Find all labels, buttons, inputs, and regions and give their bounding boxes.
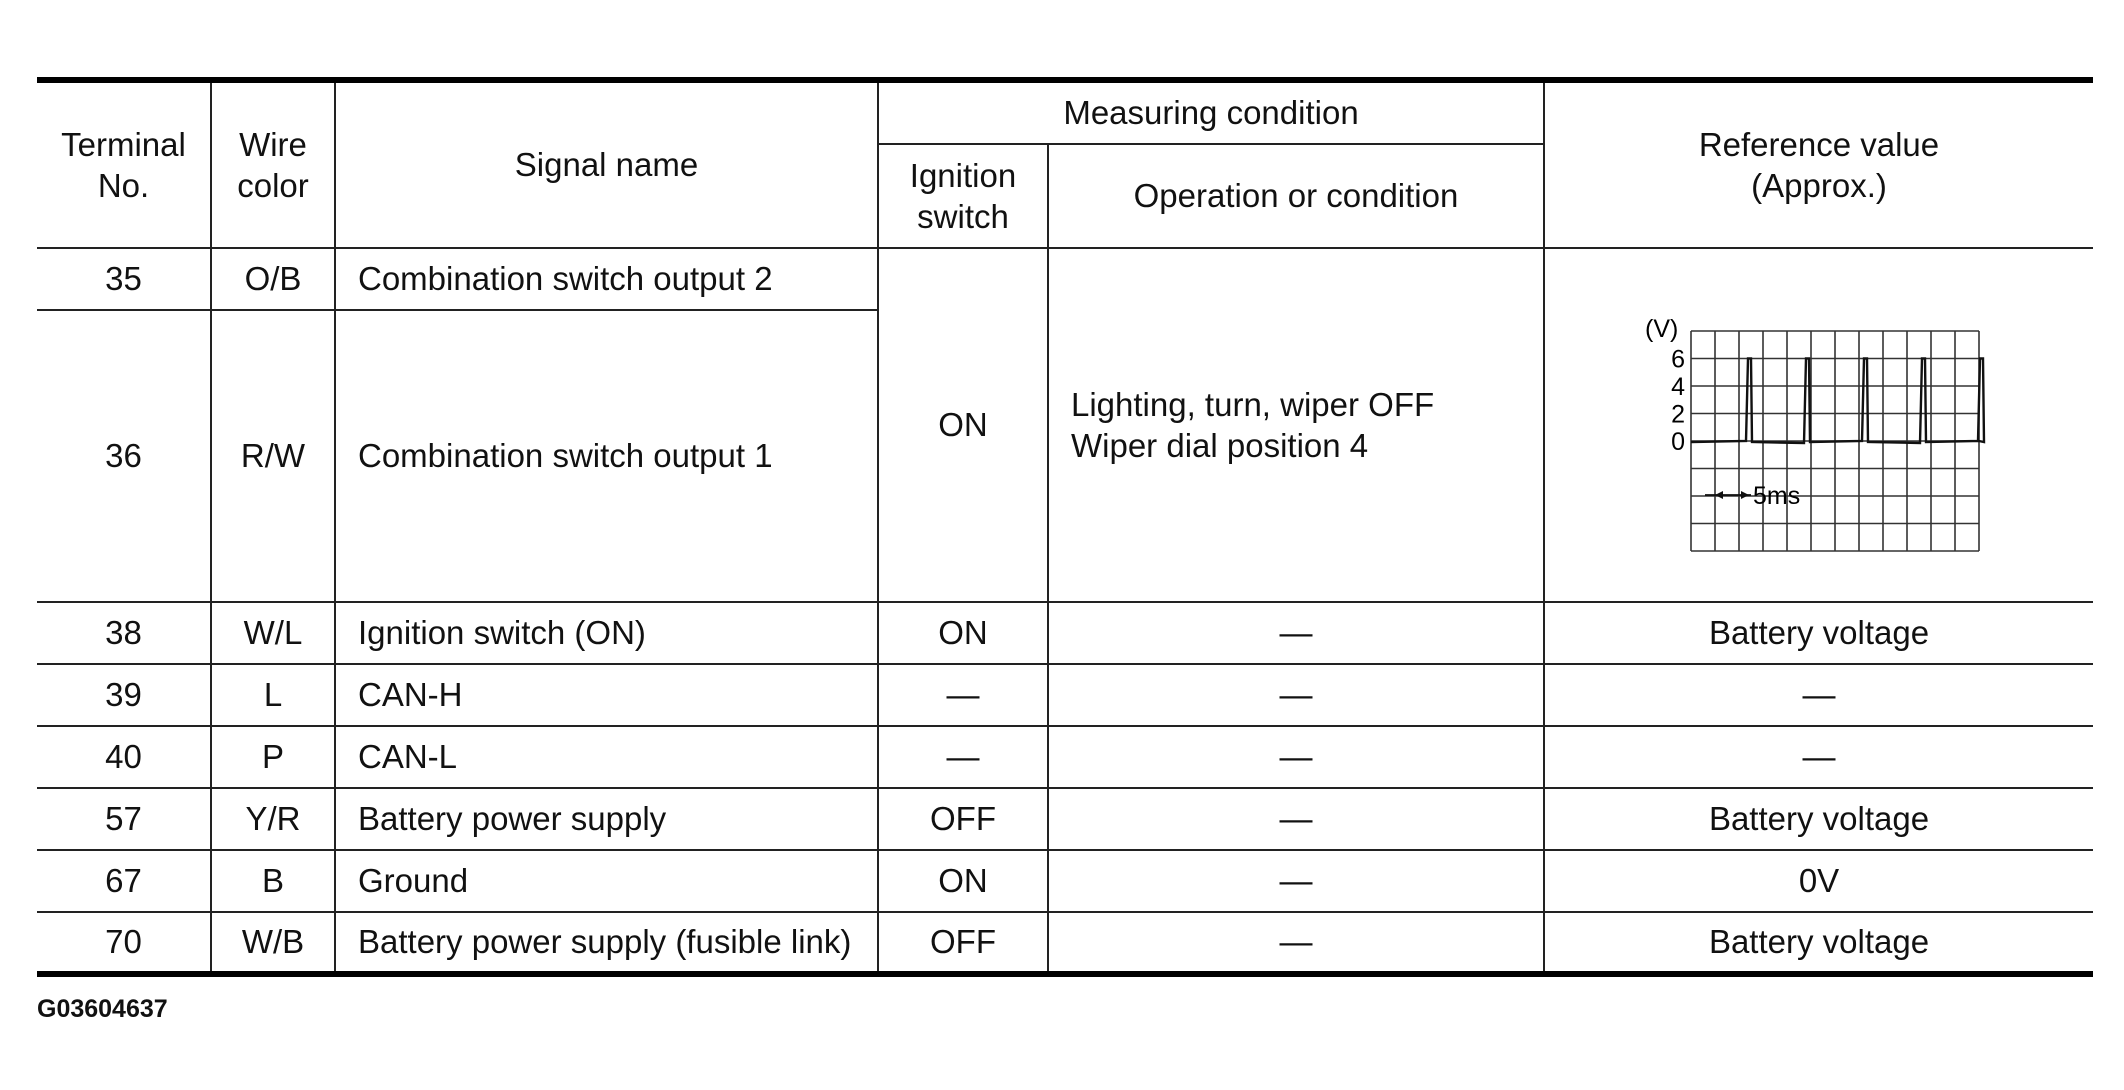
- y-tick-label: 2: [1671, 400, 1685, 429]
- terminal-cell: 39: [37, 664, 211, 726]
- reference-cell: Battery voltage: [1544, 788, 2093, 850]
- table-row: [37, 850, 2093, 912]
- reference-cell: —: [1544, 726, 2093, 788]
- reference-cell: Battery voltage: [1544, 602, 2093, 664]
- wire-color-cell: P: [211, 726, 335, 788]
- signal-name-cell: Battery power supply: [335, 788, 878, 850]
- header-measuring-condition: Measuring condition: [878, 80, 1544, 144]
- table-row: [37, 602, 2093, 664]
- ignition-cell: ON: [878, 602, 1048, 664]
- table-row: [37, 788, 2093, 850]
- ignition-cell: ON: [878, 248, 1048, 602]
- header-wire-color: Wire color: [211, 80, 335, 248]
- condition-cell: —: [1048, 664, 1544, 726]
- wire-color-cell: B: [211, 850, 335, 912]
- figure-code: G03604637: [37, 995, 168, 1023]
- ignition-cell: —: [878, 664, 1048, 726]
- y-tick-label: 0: [1671, 428, 1685, 456]
- ignition-cell: OFF: [878, 912, 1048, 974]
- reference-cell: —: [1544, 664, 2093, 726]
- header-signal-name: Signal name: [335, 80, 878, 248]
- table-row: [37, 912, 2093, 974]
- time-scale-label: 5ms: [1753, 482, 1801, 510]
- signal-name-cell: Ignition switch (ON): [335, 602, 878, 664]
- time-scale-arrow: [1741, 491, 1749, 499]
- y-tick-label: 6: [1671, 345, 1685, 374]
- header-operation-or-condition: Operation or condition: [1048, 144, 1544, 248]
- signal-name-cell: CAN-L: [335, 726, 878, 788]
- reference-cell: Battery voltage: [1544, 912, 2093, 974]
- condition-cell: Lighting, turn, wiper OFF Wiper dial position 4: [1048, 248, 1544, 602]
- wire-color-cell: R/W: [211, 310, 335, 602]
- condition-cell: —: [1048, 602, 1544, 664]
- header-terminal-no: Terminal No.: [37, 80, 211, 248]
- wire-color-cell: W/L: [211, 602, 335, 664]
- condition-cell: —: [1048, 850, 1544, 912]
- terminal-cell: 40: [37, 726, 211, 788]
- terminal-cell: 36: [37, 310, 211, 602]
- terminal-cell: 35: [37, 248, 211, 310]
- signal-name-cell: Combination switch output 2: [335, 248, 878, 310]
- signal-name-cell: Ground: [335, 850, 878, 912]
- condition-cell: —: [1048, 788, 1544, 850]
- ignition-cell: OFF: [878, 788, 1048, 850]
- table-row: [37, 664, 2093, 726]
- signal-name-cell: Battery power supply (fusible link): [335, 912, 878, 974]
- y-tick-label: 4: [1671, 373, 1685, 401]
- y-unit-label: (V): [1645, 315, 1679, 343]
- waveform-trace: [1691, 359, 1984, 444]
- header-ignition-switch: Ignition switch: [878, 144, 1048, 248]
- signal-name-cell: Combination switch output 1: [335, 310, 878, 602]
- ignition-cell: —: [878, 726, 1048, 788]
- wire-color-cell: W/B: [211, 912, 335, 974]
- terminal-cell: 67: [37, 850, 211, 912]
- reference-cell: 0V: [1544, 850, 2093, 912]
- terminal-cell: 70: [37, 912, 211, 974]
- wire-color-cell: L: [211, 664, 335, 726]
- ignition-cell: ON: [878, 850, 1048, 912]
- terminal-spec-table: [37, 77, 2093, 977]
- waveform-graph: [1545, 279, 2090, 571]
- time-scale-arrow: [1715, 491, 1723, 499]
- wire-color-cell: O/B: [211, 248, 335, 310]
- condition-cell: —: [1048, 912, 1544, 974]
- reference-waveform-cell: [1544, 248, 2093, 602]
- wire-color-cell: Y/R: [211, 788, 335, 850]
- condition-cell: —: [1048, 726, 1544, 788]
- terminal-cell: 57: [37, 788, 211, 850]
- header-reference-value: Reference value (Approx.): [1544, 80, 2093, 248]
- terminal-cell: 38: [37, 602, 211, 664]
- signal-name-cell: CAN-H: [335, 664, 878, 726]
- table-row: [37, 248, 2093, 310]
- table-row: [37, 726, 2093, 788]
